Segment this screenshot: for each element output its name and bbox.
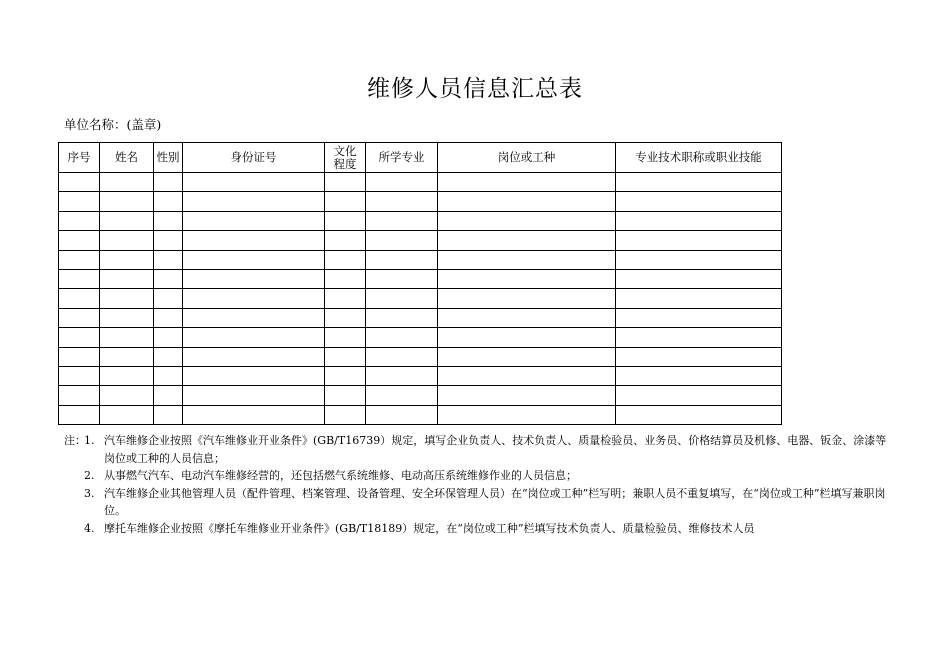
cell-seq [59, 289, 100, 308]
cell-seq [59, 308, 100, 327]
note-number: 3. [84, 486, 95, 500]
cell-major [366, 386, 438, 405]
cell-title-skill [616, 231, 782, 250]
cell-major [366, 269, 438, 288]
cell-id-number [183, 192, 325, 211]
cell-education [325, 192, 366, 211]
cell-gender [154, 269, 183, 288]
cell-seq [59, 231, 100, 250]
note-number: 4. [84, 521, 95, 535]
cell-name [100, 269, 154, 288]
table-row [59, 366, 782, 385]
table-row [59, 173, 782, 192]
cell-education [325, 250, 366, 269]
cell-major [366, 328, 438, 347]
note-text: 汽车维修企业其他管理人员（配件管理、档案管理、设备管理、安全环保管理人员）在“岗位或工种”栏写明；兼职人员不重复填写，在“岗位或工种”栏填写兼职岗位。 [104, 486, 886, 517]
table-header-row [59, 143, 782, 173]
cell-position [438, 173, 616, 192]
cell-position [438, 289, 616, 308]
cell-name [100, 347, 154, 366]
cell-major [366, 192, 438, 211]
cell-name [100, 173, 154, 192]
cell-position [438, 211, 616, 230]
cell-title-skill [616, 366, 782, 385]
cell-position [438, 347, 616, 366]
cell-position [438, 269, 616, 288]
cell-title-skill [616, 405, 782, 424]
cell-name [100, 231, 154, 250]
table-row [59, 192, 782, 211]
cell-id-number [183, 405, 325, 424]
cell-title-skill [616, 192, 782, 211]
cell-position [438, 405, 616, 424]
cell-major [366, 289, 438, 308]
table-row [59, 386, 782, 405]
cell-seq [59, 173, 100, 192]
note-item [64, 432, 894, 467]
cell-education [325, 386, 366, 405]
cell-major [366, 347, 438, 366]
cell-seq [59, 386, 100, 405]
table-row [59, 289, 782, 308]
cell-title-skill [616, 308, 782, 327]
table-row [59, 405, 782, 424]
cell-gender [154, 289, 183, 308]
cell-name [100, 308, 154, 327]
cell-id-number [183, 328, 325, 347]
cell-name [100, 211, 154, 230]
cell-id-number [183, 366, 325, 385]
cell-gender [154, 328, 183, 347]
notes-section [64, 432, 894, 537]
cell-id-number [183, 173, 325, 192]
cell-education [325, 269, 366, 288]
note-text: 汽车维修企业按照《汽车维修业开业条件》(GB/T16739）规定，填写企业负责人、技术负责人、质量检验员、业务员、价格结算员及机修、电器、钣金、涂漆等岗位或工种的人员信息； [104, 434, 887, 465]
cell-gender [154, 173, 183, 192]
cell-education [325, 231, 366, 250]
cell-name [100, 250, 154, 269]
table-row [59, 231, 782, 250]
cell-position [438, 366, 616, 385]
cell-title-skill [616, 211, 782, 230]
cell-gender [154, 211, 183, 230]
cell-position [438, 328, 616, 347]
header-name: 姓名 [100, 143, 154, 173]
cell-title-skill [616, 289, 782, 308]
cell-education [325, 347, 366, 366]
cell-education [325, 405, 366, 424]
cell-id-number [183, 231, 325, 250]
cell-position [438, 250, 616, 269]
cell-position [438, 231, 616, 250]
cell-education [325, 289, 366, 308]
cell-gender [154, 405, 183, 424]
cell-position [438, 386, 616, 405]
header-education: 文化 程度 [325, 143, 366, 173]
note-number: 1. [84, 434, 95, 447]
cell-seq [59, 328, 100, 347]
note-item [64, 485, 894, 520]
header-seq: 序号 [59, 143, 100, 173]
cell-education [325, 308, 366, 327]
personnel-table [58, 142, 782, 425]
cell-seq [59, 366, 100, 385]
cell-major [366, 173, 438, 192]
table-row [59, 211, 782, 230]
cell-title-skill [616, 347, 782, 366]
cell-title-skill [616, 173, 782, 192]
note-item [64, 467, 894, 485]
cell-education [325, 173, 366, 192]
note-text: 从事燃气汽车、电动汽车维修经营的，还包括燃气系统维修、电动高压系统维修作业的人员信息； [104, 469, 577, 482]
cell-gender [154, 366, 183, 385]
cell-id-number [183, 289, 325, 308]
table-row [59, 347, 782, 366]
cell-education [325, 211, 366, 230]
cell-title-skill [616, 269, 782, 288]
cell-position [438, 192, 616, 211]
cell-gender [154, 231, 183, 250]
cell-name [100, 192, 154, 211]
cell-major [366, 250, 438, 269]
cell-id-number [183, 250, 325, 269]
header-major: 所学专业 [366, 143, 438, 173]
note-item [64, 520, 894, 538]
cell-name [100, 289, 154, 308]
cell-seq [59, 250, 100, 269]
cell-id-number [183, 269, 325, 288]
cell-gender [154, 347, 183, 366]
cell-major [366, 231, 438, 250]
notes-prefix: 注： [64, 434, 86, 447]
cell-name [100, 405, 154, 424]
cell-seq [59, 405, 100, 424]
cell-major [366, 211, 438, 230]
table-row [59, 328, 782, 347]
cell-gender [154, 386, 183, 405]
header-title-skill: 专业技术职称或职业技能 [616, 143, 782, 173]
table-row [59, 269, 782, 288]
header-gender: 性别 [154, 143, 183, 173]
cell-seq [59, 211, 100, 230]
cell-name [100, 328, 154, 347]
cell-seq [59, 269, 100, 288]
cell-seq [59, 347, 100, 366]
cell-id-number [183, 386, 325, 405]
cell-title-skill [616, 386, 782, 405]
cell-major [366, 308, 438, 327]
page-title: 维修人员信息汇总表 [367, 76, 583, 102]
cell-name [100, 366, 154, 385]
cell-position [438, 308, 616, 327]
header-id-number: 身份证号 [183, 143, 325, 173]
table-row [59, 308, 782, 327]
cell-seq [59, 192, 100, 211]
cell-name [100, 386, 154, 405]
note-text: 摩托车维修企业按照《摩托车维修业开业条件》(GB/T18189）规定，在“岗位或工种”栏填写技术负责人、质量检验员、维修技术人员 [104, 521, 755, 535]
note-number: 2. [84, 469, 95, 482]
cell-major [366, 405, 438, 424]
cell-id-number [183, 211, 325, 230]
cell-major [366, 366, 438, 385]
cell-gender [154, 192, 183, 211]
cell-id-number [183, 347, 325, 366]
cell-title-skill [616, 328, 782, 347]
cell-education [325, 366, 366, 385]
unit-name-label: 单位名称：(盖章) [64, 117, 162, 132]
cell-title-skill [616, 250, 782, 269]
table-row [59, 250, 782, 269]
cell-education [325, 328, 366, 347]
cell-id-number [183, 308, 325, 327]
cell-gender [154, 308, 183, 327]
header-position: 岗位或工种 [438, 143, 616, 173]
cell-gender [154, 250, 183, 269]
